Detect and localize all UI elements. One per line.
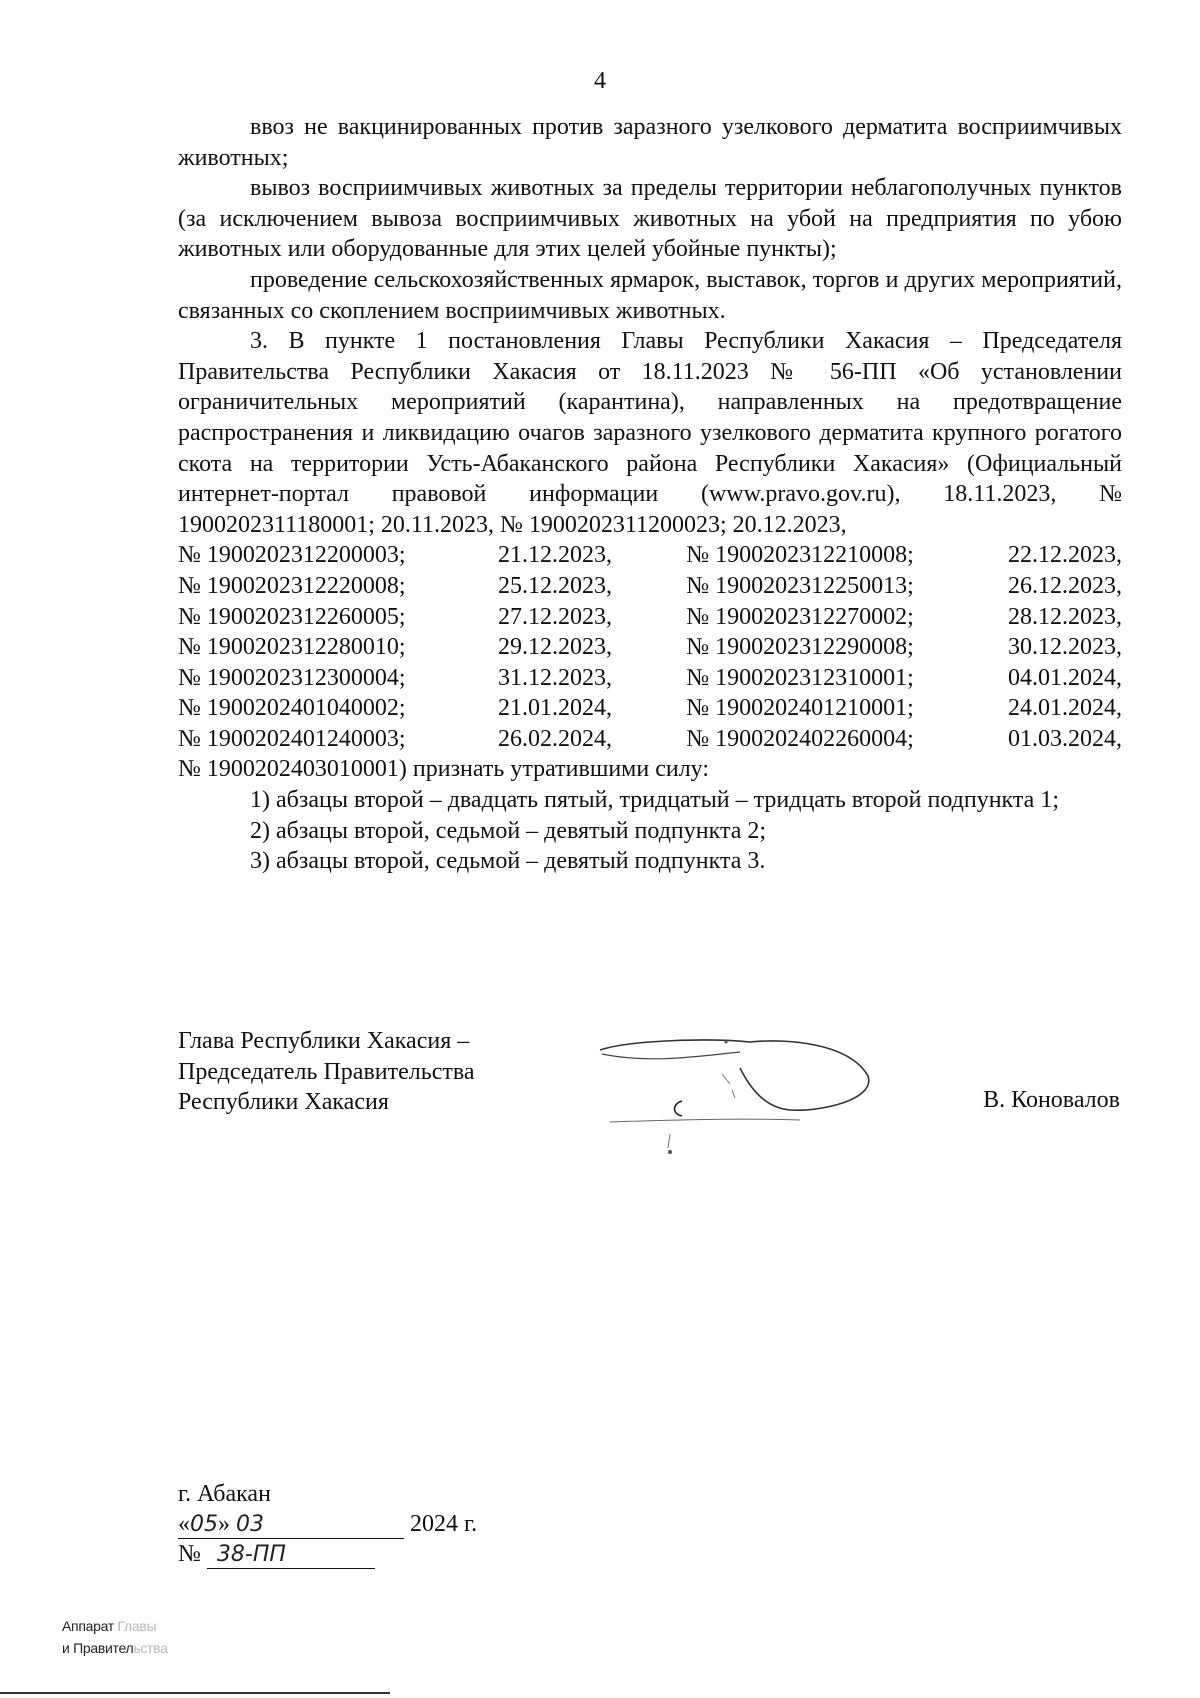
signature-stroke — [602, 1052, 740, 1059]
table-cell: 22.12.2023, — [1008, 542, 1122, 569]
table-row — [178, 571, 1122, 602]
number-line — [178, 1539, 477, 1569]
page-number: 4 — [594, 68, 606, 94]
table-cell: № 1900202312260005; — [178, 603, 406, 630]
table-cell: № 1900202402260004; — [686, 725, 914, 752]
signature-dot — [725, 1041, 728, 1044]
stamp-text-faded: Главы — [117, 1618, 157, 1634]
date-day: 05 — [190, 1512, 218, 1537]
stamp-text-faded: ьства — [133, 1640, 168, 1656]
stamp-text: Аппарат — [62, 1618, 114, 1634]
signature-dot — [668, 1150, 672, 1154]
table-cell: № 1900202312270002; — [686, 603, 914, 630]
signer-title-line: Глава Республики Хакасия – — [178, 1028, 470, 1054]
document-body — [178, 112, 1122, 877]
signer-name: В. Коновалов — [983, 1087, 1120, 1113]
table-row — [178, 540, 1122, 571]
table-cell: № 1900202312280010; — [178, 634, 406, 661]
quote-open: « — [178, 1511, 190, 1537]
document-footer — [178, 1479, 477, 1569]
sub-item-1: 1) абзацы второй – двадцать пятый, тридцатый – тридцать второй подпункта 1; — [250, 787, 1060, 814]
scan-edge-line — [0, 1692, 390, 1694]
handwritten-signature — [590, 1028, 890, 1158]
table-cell: № 1900202312220008; — [178, 572, 406, 599]
table-row — [178, 663, 1122, 694]
table-cell: 29.12.2023, — [498, 634, 612, 661]
table-row — [178, 693, 1122, 724]
office-stamp — [62, 1615, 168, 1659]
table-cell: № 1900202401240003; — [178, 725, 406, 752]
table-cell: 25.12.2023, — [498, 572, 612, 599]
signature-stroke — [675, 1101, 683, 1116]
paragraph-import-ban: ввоз не вакцинированных против заразного узелкового дерматита восприимчивых животных; — [178, 114, 1122, 171]
table-cell: № 1900202312210008; — [686, 542, 914, 569]
table-cell: 31.12.2023, — [498, 664, 612, 691]
date-year: 2024 г. — [410, 1511, 478, 1537]
signature-stroke — [600, 1040, 869, 1110]
signature-stroke — [610, 1119, 800, 1122]
quote-close: » — [218, 1511, 230, 1537]
table-cell: 24.01.2024, — [1008, 695, 1122, 722]
date-field — [178, 1511, 404, 1539]
paragraph-fairs-ban: проведение сельскохозяйственных ярмарок, выставок, торгов и других мероприятий, связанных со скоплением восприимчивых животных. — [178, 266, 1122, 324]
table-cell: № 1900202401210001; — [686, 695, 914, 722]
table-cell: № 1900202312300004; — [178, 664, 406, 691]
table-cell: № 1900202312290008; — [686, 634, 914, 661]
table-row — [178, 632, 1122, 663]
signature-stroke — [668, 1074, 735, 1148]
sub-item-2: 2) абзацы второй, седьмой – девятый подпункта 2; — [250, 817, 767, 844]
number-prefix: № — [178, 1541, 201, 1567]
table-cell: 26.12.2023, — [1008, 572, 1122, 599]
stamp-text: и Правител — [62, 1640, 134, 1656]
paragraph-export-ban: вывоз восприимчивых животных за пределы территории неблагополучных пунктов (за исключением вывоза восприимчивых животных на убой на предприятия по убою животных или оборудованные для этих целей убойные пункты); — [178, 175, 1122, 263]
table-cell: 01.03.2024, — [1008, 725, 1122, 752]
table-cell: 26.02.2024, — [498, 725, 612, 752]
table-cell: 21.12.2023, — [498, 542, 612, 569]
date-line — [178, 1509, 477, 1539]
table-row — [178, 602, 1122, 633]
document-number: 38-ПП — [207, 1542, 375, 1569]
table-row — [178, 724, 1122, 755]
signer-title — [178, 1026, 475, 1118]
signer-title-line: Председатель Правительства — [178, 1058, 475, 1085]
sub-item-3: 3) абзацы второй, седьмой – девятый подпункта 3. — [250, 848, 766, 875]
table-cell: № 1900202312200003; — [178, 542, 406, 569]
stamp-line — [62, 1637, 168, 1659]
publication-table — [178, 540, 1122, 754]
closing-line: № 1900202403010001) признать утратившими силу: — [178, 756, 710, 783]
table-cell: № 1900202312250013; — [686, 572, 914, 599]
date-month: 03 — [236, 1512, 264, 1537]
paragraph-item-3: 3. В пункте 1 постановления Главы Республики Хакасия – Председателя Правительства Республики Хакасия от 18.11.2023 № 56-ПП «Об установлении ограничительных мероприятий (карантина), направленных на предотвращение распространения и ликвидацию очагов заразного узелкового дерматита крупного рогатого скота на территории Усть-Абаканского района Республики Хакасия» (Официальный интернет-портал правовой информации (www.pravo.gov.ru), 18.11.2023, № 1900202311180001; 20.11.2023, № 1900202311200023; 20.12.2023, — [178, 328, 1122, 538]
table-cell: 30.12.2023, — [1008, 634, 1122, 661]
table-cell: № 1900202401040002; — [178, 695, 406, 722]
table-cell: 28.12.2023, — [1008, 603, 1122, 630]
signer-title-line: Республики Хакасия — [178, 1089, 389, 1116]
table-cell: 04.01.2024, — [1008, 664, 1122, 691]
stamp-line — [62, 1615, 168, 1637]
city: г. Абакан — [178, 1481, 271, 1507]
table-cell: 27.12.2023, — [498, 603, 612, 630]
table-cell: 21.01.2024, — [498, 695, 612, 722]
table-cell: № 1900202312310001; — [686, 664, 914, 691]
